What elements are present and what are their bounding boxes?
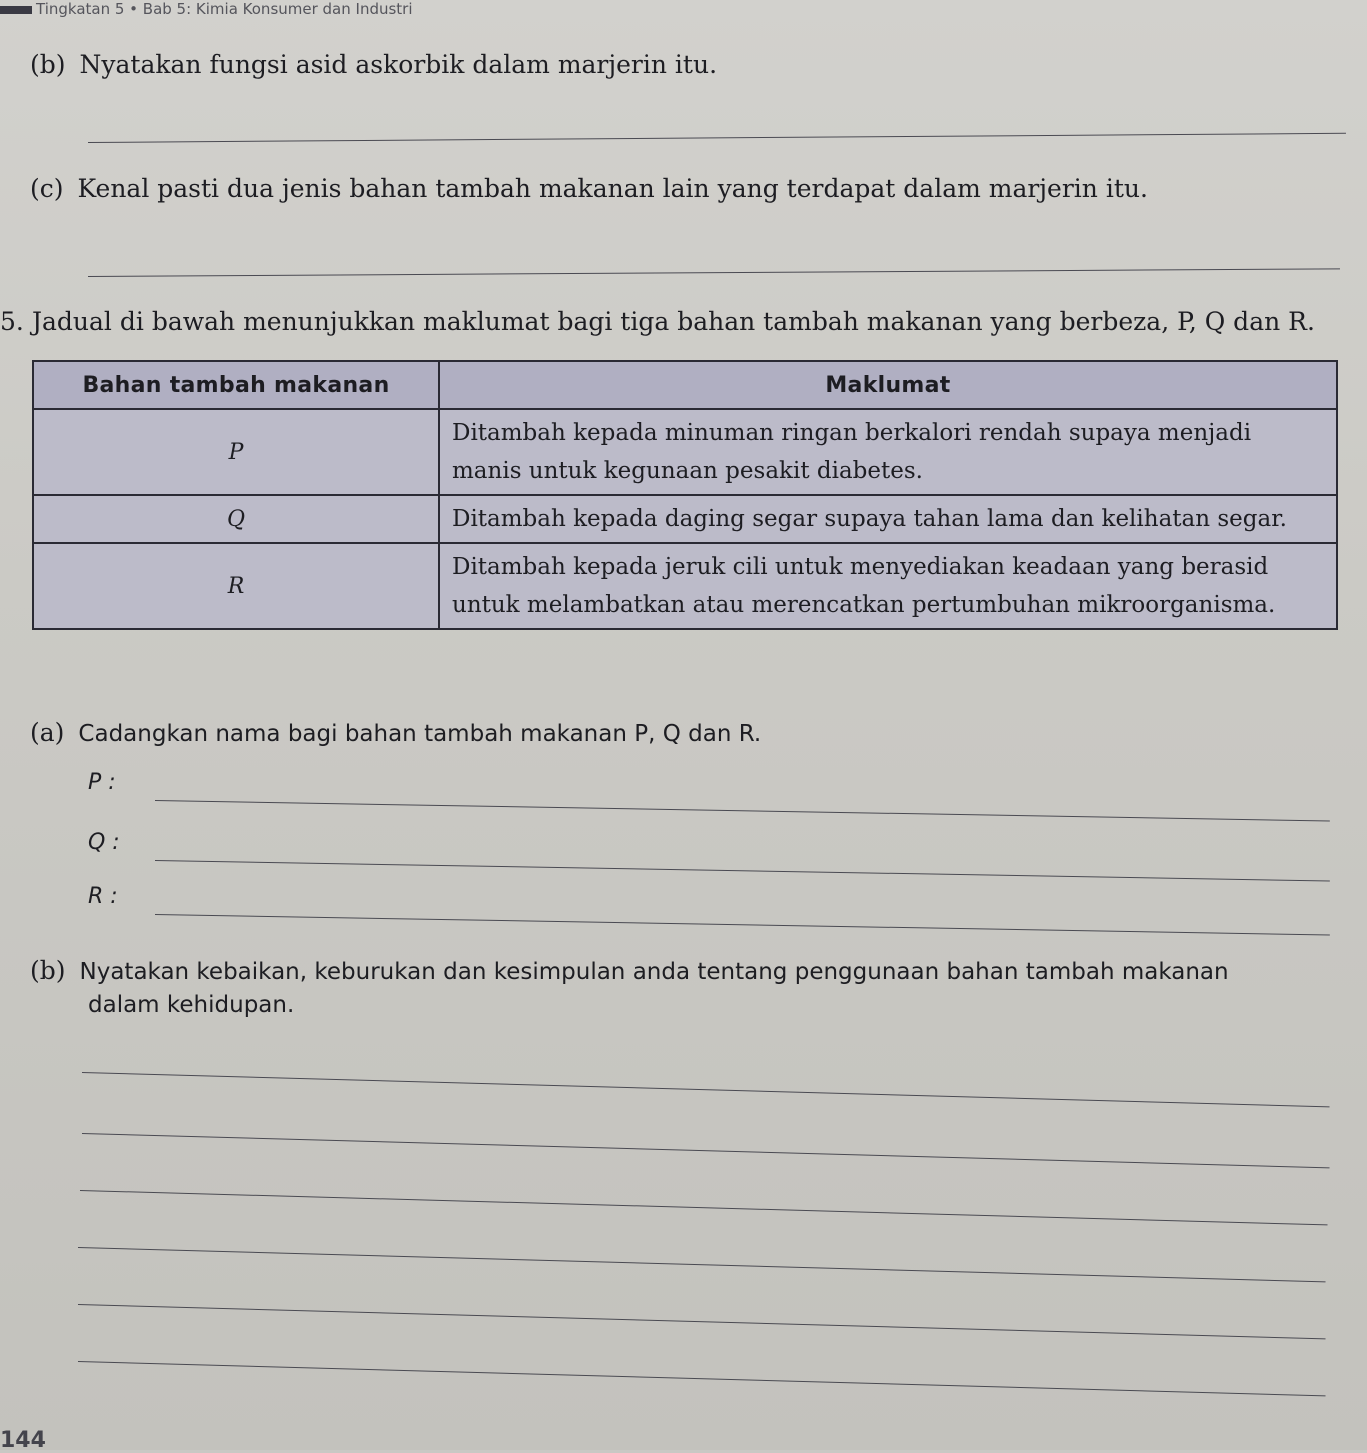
additive-code-r: R [33, 543, 439, 629]
header-marker [0, 6, 32, 14]
question-b-top-label: (b) [30, 50, 66, 79]
additive-code-q: Q [33, 495, 439, 543]
question-c-text: Kenal pasti dua jenis bahan tambah makanan lain yang terdapat dalam marjerin itu. [77, 174, 1148, 203]
additive-info-r: Ditambah kepada jeruk cili untuk menyediakan keadaan yang berasid untuk melambatkan atau merencatkan pertumbuhan mikroorganisma. [439, 543, 1337, 629]
question-b-bottom-text-line2: dalam kehidupan. [88, 992, 295, 1018]
table-row [33, 543, 1337, 629]
additive-info-q: Ditambah kepada daging segar supaya tahan lama dan kelihatan segar. [439, 495, 1337, 543]
answer-line-r[interactable] [155, 914, 1330, 936]
answer-line-b-6[interactable] [78, 1361, 1326, 1396]
additive-info-p: Ditambah kepada minuman ringan berkalori rendah supaya menjadi manis untuk kegunaan pesakit diabetes. [439, 409, 1337, 495]
question-b-top [30, 50, 717, 79]
answer-line-c[interactable] [88, 268, 1340, 277]
running-title: Tingkatan 5 • Bab 5: Kimia Konsumer dan Industri [36, 0, 413, 18]
answer-line-b-1[interactable] [82, 1072, 1330, 1107]
table-row [33, 409, 1337, 495]
answer-line-q[interactable] [155, 860, 1330, 882]
question-b-bottom-text: Nyatakan kebaikan, keburukan dan kesimpulan anda tentang penggunaan bahan tambah makanan [79, 959, 1229, 985]
additive-code-p: P [33, 409, 439, 495]
question-number: 5. [0, 307, 24, 336]
question-5-text: Jadual di bawah menunjukkan maklumat bagi tiga bahan tambah makanan yang berbeza, P, Q dan R. [32, 307, 1315, 336]
table-header-row [33, 361, 1337, 409]
answer-line-b-top[interactable] [88, 133, 1346, 143]
answer-line-p[interactable] [155, 800, 1330, 822]
page-number: 144 [0, 1428, 46, 1453]
question-a-text: Cadangkan nama bagi bahan tambah makanan P, Q dan R. [78, 721, 762, 747]
question-b-bottom [30, 956, 1229, 985]
header-info: Maklumat [439, 361, 1337, 409]
answer-label-q: Q : [88, 830, 120, 855]
question-5-intro [0, 307, 1315, 336]
answer-line-b-3[interactable] [80, 1190, 1328, 1225]
answer-label-p: P : [88, 770, 116, 795]
question-c [30, 174, 1148, 203]
question-a [30, 718, 761, 747]
question-c-label: (c) [30, 174, 64, 203]
header-additive: Bahan tambah makanan [33, 361, 439, 409]
answer-line-b-5[interactable] [78, 1304, 1326, 1339]
question-b-top-text: Nyatakan fungsi asid askorbik dalam marjerin itu. [79, 50, 718, 79]
question-a-label: (a) [30, 718, 65, 747]
answer-label-r: R : [88, 884, 118, 909]
answer-line-b-2[interactable] [82, 1133, 1330, 1168]
table-row [33, 495, 1337, 543]
food-additive-table [32, 360, 1338, 630]
question-b-bottom-label: (b) [30, 956, 66, 985]
answer-line-b-4[interactable] [78, 1247, 1326, 1282]
running-header [0, 0, 413, 18]
